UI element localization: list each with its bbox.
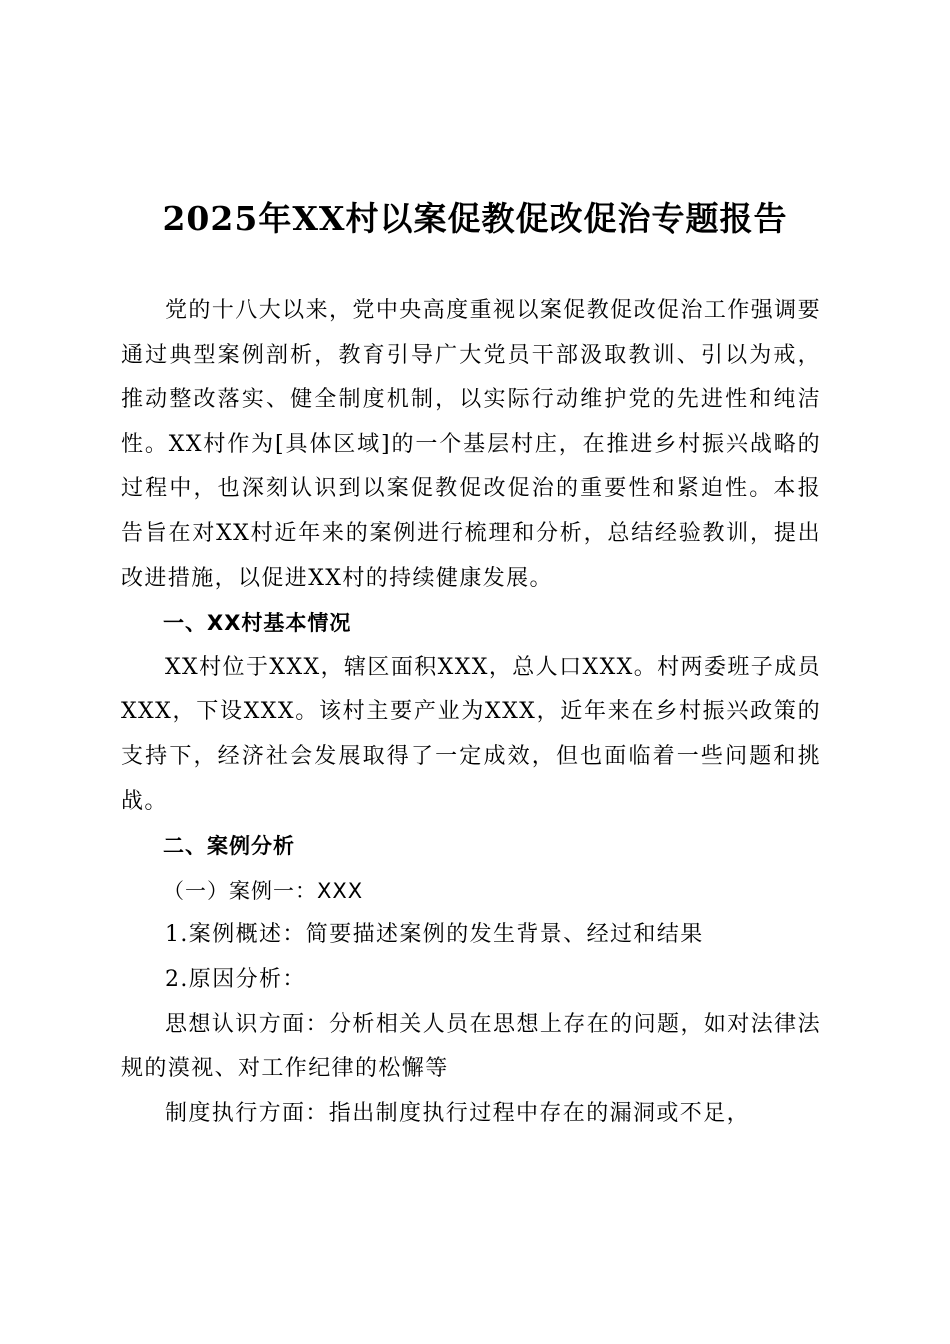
case1-heading: （一）案例一：XXX	[163, 878, 364, 903]
section1-heading: 一、XX村基本情况	[163, 611, 352, 636]
document-body	[121, 289, 821, 1136]
case1-cause-heading: 2.原因分析：	[165, 966, 306, 992]
case1-overview: 1.案例概述：简要描述案例的发生背景、经过和结果	[165, 922, 704, 948]
case1-ideology-paragraph: 思想认识方面：分析相关人员在思想上存在的问题，如对法律法规的漠视、对工作纪律的松懈等	[121, 1011, 821, 1082]
section2-heading: 二、案例分析	[163, 834, 295, 859]
document-title: 2025年XX村以案促教促改促治专题报告	[162, 199, 788, 238]
section1-paragraph: XX村位于XXX，辖区面积XXX，总人口XXX。村两委班子成员XXX，下设XXX。该村主要产业为XXX，近年来在乡村振兴政策的支持下，经济社会发展取得了一定成效，但也面临着一些问题和挑战。	[121, 654, 821, 814]
intro-paragraph: 党的十八大以来，党中央高度重视以案促教促改促治工作强调要通过典型案例剖析，教育引导广大党员干部汲取教训、引以为戒，推动整改落实、健全制度机制，以实际行动维护党的先进性和纯洁性。XX村作为[具体区域]的一个基层村庄，在推进乡村振兴战略的过程中，也深刻认识到以案促教促改促治的重要性和紧迫性。本报告旨在对XX村近年来的案例进行梳理和分析，总结经验教训，提出改进措施，以促进XX村的持续健康发展。	[121, 298, 821, 591]
case1-system-paragraph: 制度执行方面：指出制度执行过程中存在的漏洞或不足，	[165, 1100, 751, 1126]
